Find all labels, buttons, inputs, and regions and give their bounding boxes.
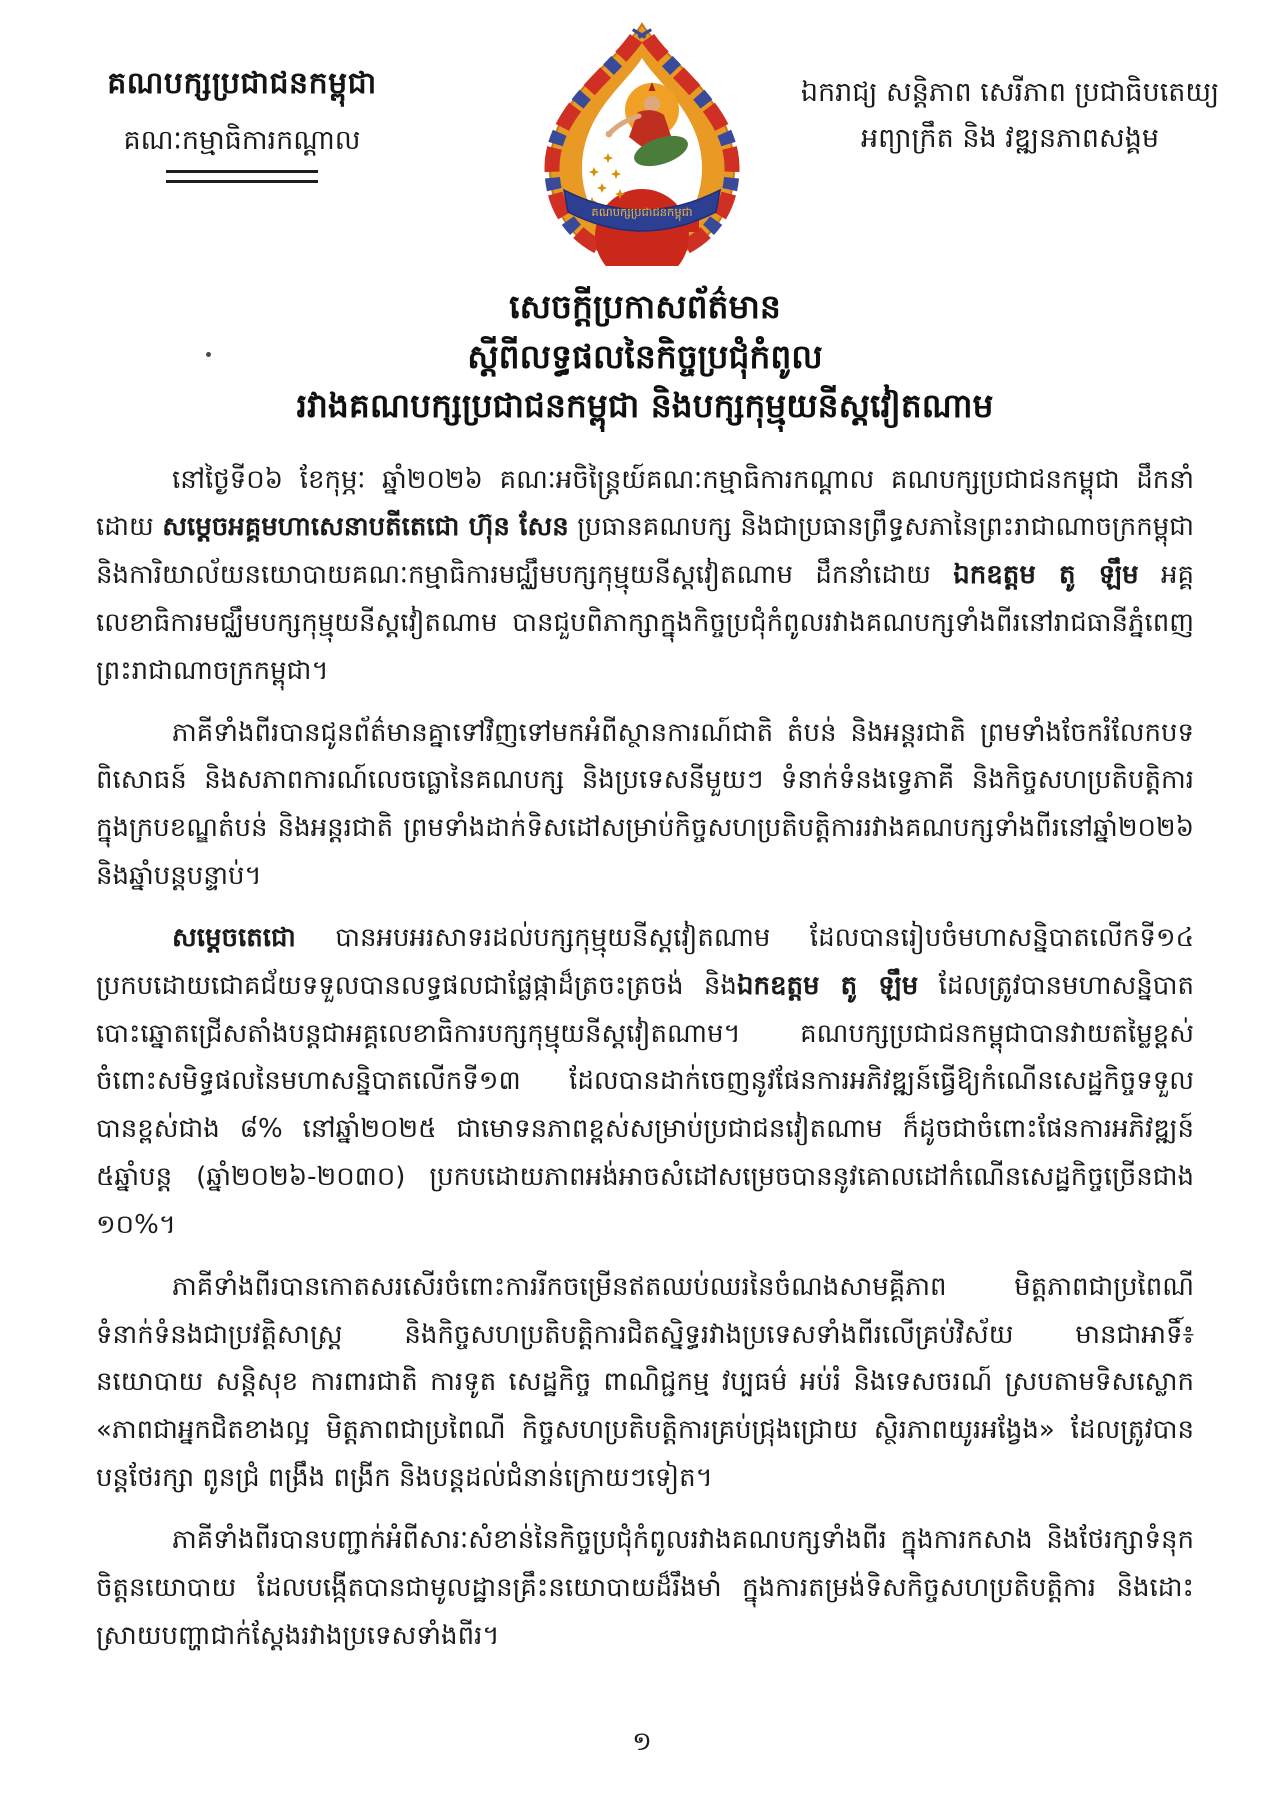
page-number: ១ bbox=[632, 1727, 652, 1757]
paragraph-1 bbox=[96, 457, 1194, 696]
text-run: ប្រធានគណបក្ស និងជាប្រធានព្រឹទ្ធសភានៃព្រះរាជាណាចក្រកម្ពុជា និងការិយាល័យនយោបាយគណៈកម្មាធិការមជ្ឈឹមបក្សកុម្មុយនីស្តវៀតណាម ដឹកនាំដោយ bbox=[96, 512, 1194, 591]
text-run-bold-to-lam: ឯកឧត្តម តូ ឡឹម bbox=[953, 560, 1139, 591]
text-run: ភាគីទាំងពីរបានកោតសរសើរចំពោះការរីកចម្រើនឥតឈប់ឈរនៃចំណងសាមគ្គីភាព មិត្តភាពជាប្រពៃណី ទំនាក់ទំនងជាប្រវត្តិសាស្ត្រ និងកិច្ចសហប្រតិបត្តិការជិតស្និទ្ធរវាងប្រទេសទាំងពីរលើគ្រប់វិស័យ មានជាអាទិ៍៖ នយោបាយ សន្តិសុខ ការពារជាតិ ការទូត សេដ្ឋកិច្ច ពាណិជ្ជកម្ម វប្បធម៌ អប់រំ និងទេសចរណ៍ ស្របតាមទិសស្លោក «ភាពជាអ្នកជិតខាងល្អ មិត្តភាពជាប្រពៃណី កិច្ចសហប្រតិបត្តិការគ្រប់ជ្រុងជ្រោយ ស្ថិរភាពយូរអង្វែង» ដែលត្រូវបានបន្តថែរក្សា ពូនជ្រំ ពង្រឹង ពង្រីក និងបន្តដល់ជំនាន់ក្រោយៗទៀត។ bbox=[96, 1271, 1194, 1494]
motto-block bbox=[770, 70, 1250, 162]
title-line-1: សេចក្តីប្រកាសព័ត៌មាន bbox=[509, 287, 781, 326]
text-run-bold-hun-sen: សម្តេចអគ្គមហាសេនាបតីតេជោ ហ៊ុន សែន bbox=[162, 512, 569, 543]
party-name-block bbox=[52, 64, 432, 183]
text-run-bold-samdech-techo: សម្តេចតេជោ bbox=[172, 922, 296, 953]
document-title bbox=[96, 282, 1194, 431]
text-run: នៅថ្ងៃទី០៦ ខែកុម្ភៈ ឆ្នាំ២០២៦ គណៈអចិន្ត្រៃយ៍គណៈកម្មាធិការកណ្តាល គណបក្សប្រជាជនកម្ពុជា ដឹកនាំដោយ bbox=[96, 464, 1194, 543]
double-underline-rule bbox=[166, 170, 318, 183]
title-line-3: រវាងគណបក្សប្រជាជនកម្ពុជា និងបក្សកុម្មុយនីស្តវៀតណាម bbox=[296, 386, 994, 425]
party-name: គណបក្សប្រជាជនកម្ពុជា bbox=[107, 66, 377, 101]
text-run: អគ្គលេខាធិការមជ្ឈឹមបក្សកុម្មុយនីស្តវៀតណាម បានជួបពិភាក្សាក្នុងកិច្ចប្រជុំកំពូលរវាងគណបក្សទាំងពីរនៅរាជធានីភ្នំពេញ ព្រះរាជាណាចក្រកម្ពុជា។ bbox=[96, 560, 1194, 686]
paragraph-4 bbox=[96, 1264, 1194, 1503]
document-content bbox=[96, 282, 1194, 1674]
paragraph-5 bbox=[96, 1517, 1194, 1660]
page-footer bbox=[0, 1725, 1284, 1763]
text-run-bold-to-lam: ឯកឧត្តម តូ ឡឹម bbox=[736, 970, 919, 1001]
motto-line-2: អព្យាក្រឹត និង វឌ្ឍនភាពសង្គម bbox=[861, 122, 1159, 154]
paragraph-3 bbox=[96, 915, 1194, 1250]
motto-line-1: ឯករាជ្យ សន្តិភាព សេរីភាព ប្រជាធិបតេយ្យ bbox=[800, 77, 1220, 108]
logo-banner-text: គណបក្សប្រជាជនកម្ពុជា bbox=[591, 205, 693, 219]
text-run: ភាគីទាំងពីរបានបញ្ជាក់អំពីសារៈសំខាន់នៃកិច្ចប្រជុំកំពូលរវាងគណបក្សទាំងពីរ ក្នុងការកសាង និងថែរក្សាទំនុកចិត្តនយោបាយ ដែលបង្កើតបានជាមូលដ្ឋានគ្រឹះនយោបាយដ៏រឹងមាំ ក្នុងការតម្រង់ទិសកិច្ចសហប្រតិបត្តិការ និងដោះស្រាយបញ្ហាជាក់ស្តែងរវាងប្រទេសទាំងពីរ។ bbox=[96, 1524, 1194, 1651]
title-line-2: ស្តីពីលទ្ធផលនៃកិច្ចប្រជុំកំពូល bbox=[467, 336, 823, 376]
text-run: បានអបអរសាទរដល់បក្សកុម្មុយនីស្តវៀតណាម ដែលបានរៀបចំមហាសន្និបាតលើកទី១៤ ប្រកបដោយជោគជ័យទទួលបានលទ្ធផលជាផ្លែផ្កាដ៏ត្រចះត្រចង់ និង bbox=[96, 922, 1194, 1001]
cpp-emblem-graphic bbox=[522, 18, 762, 266]
text-run: ដែលត្រូវបានមហាសន្និបាតបោះឆ្នោតជ្រើសតាំងបន្តជាអគ្គលេខាធិការបក្សកុម្មុយនីស្តវៀតណាម។ គណបក្សប្រជាជនកម្ពុជាបានវាយតម្លៃខ្ពស់ចំពោះសមិទ្ធផលនៃមហាសន្និបាតលើកទី១៣ ដែលបានដាក់ចេញនូវផែនការអភិវឌ្ឍន៍ធ្វើឱ្យកំណើនសេដ្ឋកិច្ចទទួលបានខ្ពស់ជាង ៨% នៅឆ្នាំ២០២៥ ជាមោទនភាពខ្ពស់សម្រាប់ប្រជាជនវៀតណាម ក៏ដូចជាចំពោះផែនការអភិវឌ្ឍន៍ ៥ឆ្នាំបន្ត (ឆ្នាំ២០២៦-២០៣០) ប្រកបដោយភាពអង់អាចសំដៅសម្រេចបាននូវគោលដៅកំណើនសេដ្ឋកិច្ចច្រើនជាង ១០%។ bbox=[96, 970, 1194, 1240]
text-run: ភាគីទាំងពីរបានជូនព័ត៌មានគ្នាទៅវិញទៅមកអំពីស្ថានការណ៍ជាតិ តំបន់ និងអន្តរជាតិ ព្រមទាំងចែករំលែកបទពិសោធន៍ និងសភាពការណ៍លេចធ្លោនៃគណបក្ស និងប្រទេសនីមួយៗ ទំនាក់ទំនងទ្វេភាគី និងកិច្ចសហប្រតិបត្តិការ ក្នុងក្របខណ្ឌតំបន់ និងអន្តរជាតិ ព្រមទាំងដាក់ទិសដៅសម្រាប់កិច្ចសហប្រតិបត្តិការរវាងគណបក្សទាំងពីរនៅឆ្នាំ២០២៦ និងឆ្នាំបន្តបន្ទាប់។ bbox=[96, 717, 1194, 892]
cpp-emblem bbox=[522, 18, 762, 266]
document-body bbox=[96, 457, 1194, 1661]
paragraph-2 bbox=[96, 710, 1194, 901]
central-committee-label: គណៈកម្មាធិការកណ្តាល bbox=[123, 125, 361, 156]
